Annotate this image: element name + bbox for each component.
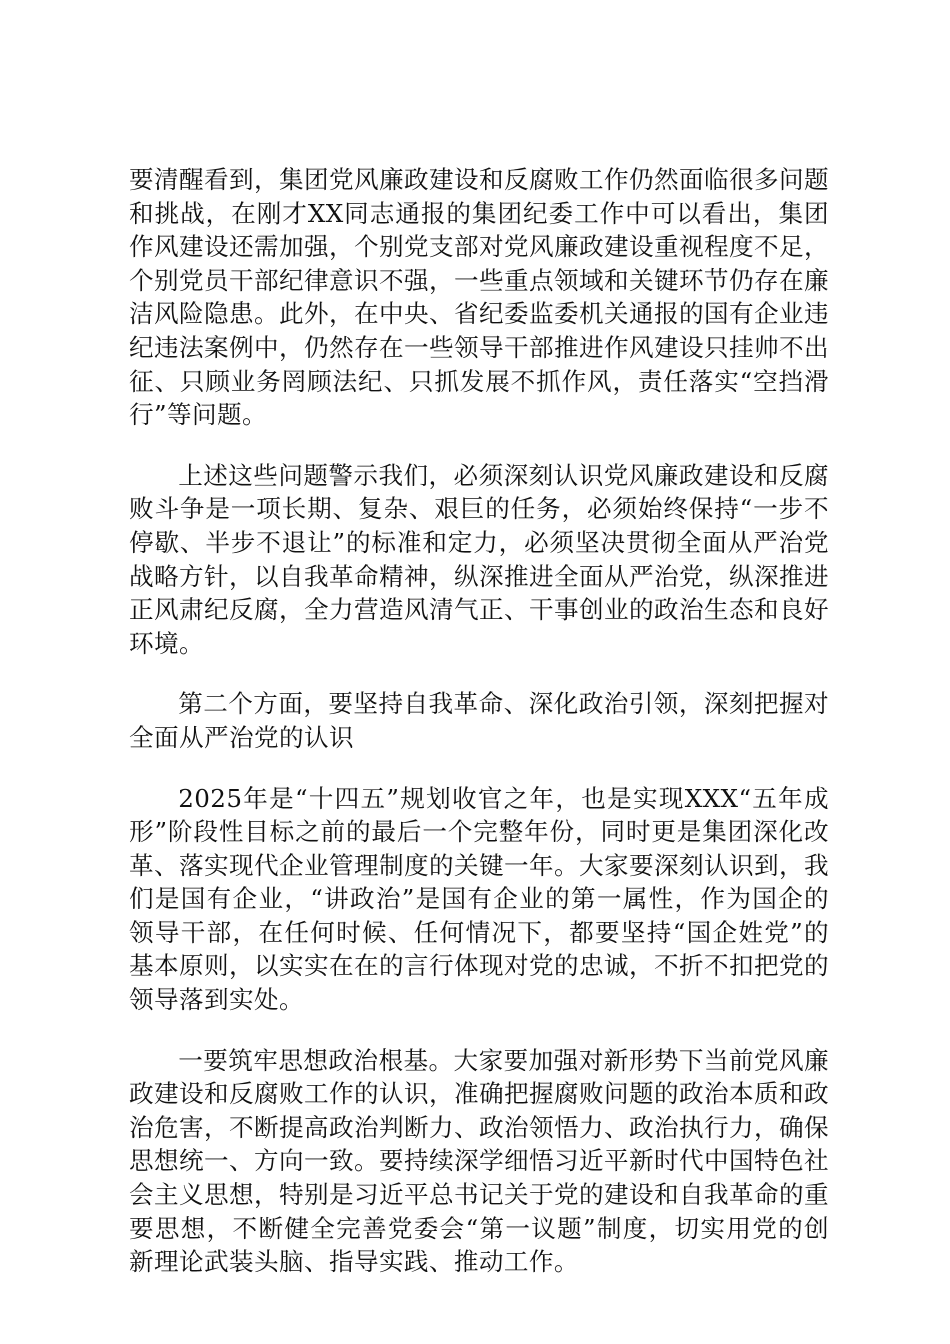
- document-body: [129, 163, 829, 1306]
- section-heading-paragraph: 第二个方面，要坚持自我革命、深化政治引领，深刻把握对全面从严治党的认识: [129, 689, 829, 752]
- paragraph-2: 上述这些问题警示我们，必须深刻认识党风廉政建设和反腐败斗争是一项长期、复杂、艰巨的任务，必须始终保持“一步不停歇、半步不退让”的标准和定力，必须坚决贯彻全面从严治党战略方针，以自我革命精神，纵深推进全面从严治党，纵深推进正风肃纪反腐，全力营造风清气正、干事创业的政治生态和良好环境。: [129, 460, 829, 658]
- paragraph-4: 2025年是“十四五”规划收官之年，也是实现XXX“五年成形”阶段性目标之前的最后一个完整年份，同时更是集团深化改革、落实现代企业管理制度的关键一年。大家要深刻认识到，我们是国有企业，“讲政治”是国有企业的第一属性，作为国企的领导干部，在任何时候、任何情况下，都要坚持“国企姓党”的基本原则，以实实在在的言行体现对党的忠诚，不折不扣把党的领导落到实处。: [129, 783, 829, 1015]
- paragraph-1: 要清醒看到，集团党风廉政建设和反腐败工作仍然面临很多问题和挑战，在刚才XX同志通报的集团纪委工作中可以看出，集团作风建设还需加强，个别党支部对党风廉政建设重视程度不足，个别党员干部纪律意识不强，一些重点领域和关键环节仍存在廉洁风险隐患。此外，在中央、省纪委监委机关通报的国有企业违纪违法案例中，仍然存在一些领导干部推进作风建设只挂帅不出征、只顾业务罔顾法纪、只抓发展不抓作风，责任落实“空挡滑行”等问题。: [129, 165, 829, 430]
- paragraph-5: 一要筑牢思想政治根基。大家要加强对新形势下当前党风廉政建设和反腐败工作的认识，准确把握腐败问题的政治本质和政治危害，不断提高政治判断力、政治领悟力、政治执行力，确保思想统一、方向一致。要持续深学细悟习近平新时代中国特色社会主义思想，特别是习近平总书记关于党的建设和自我革命的重要思想，不断健全完善党委会“第一议题”制度，切实用党的创新理论武装头脑、指导实践、推动工作。: [129, 1045, 829, 1277]
